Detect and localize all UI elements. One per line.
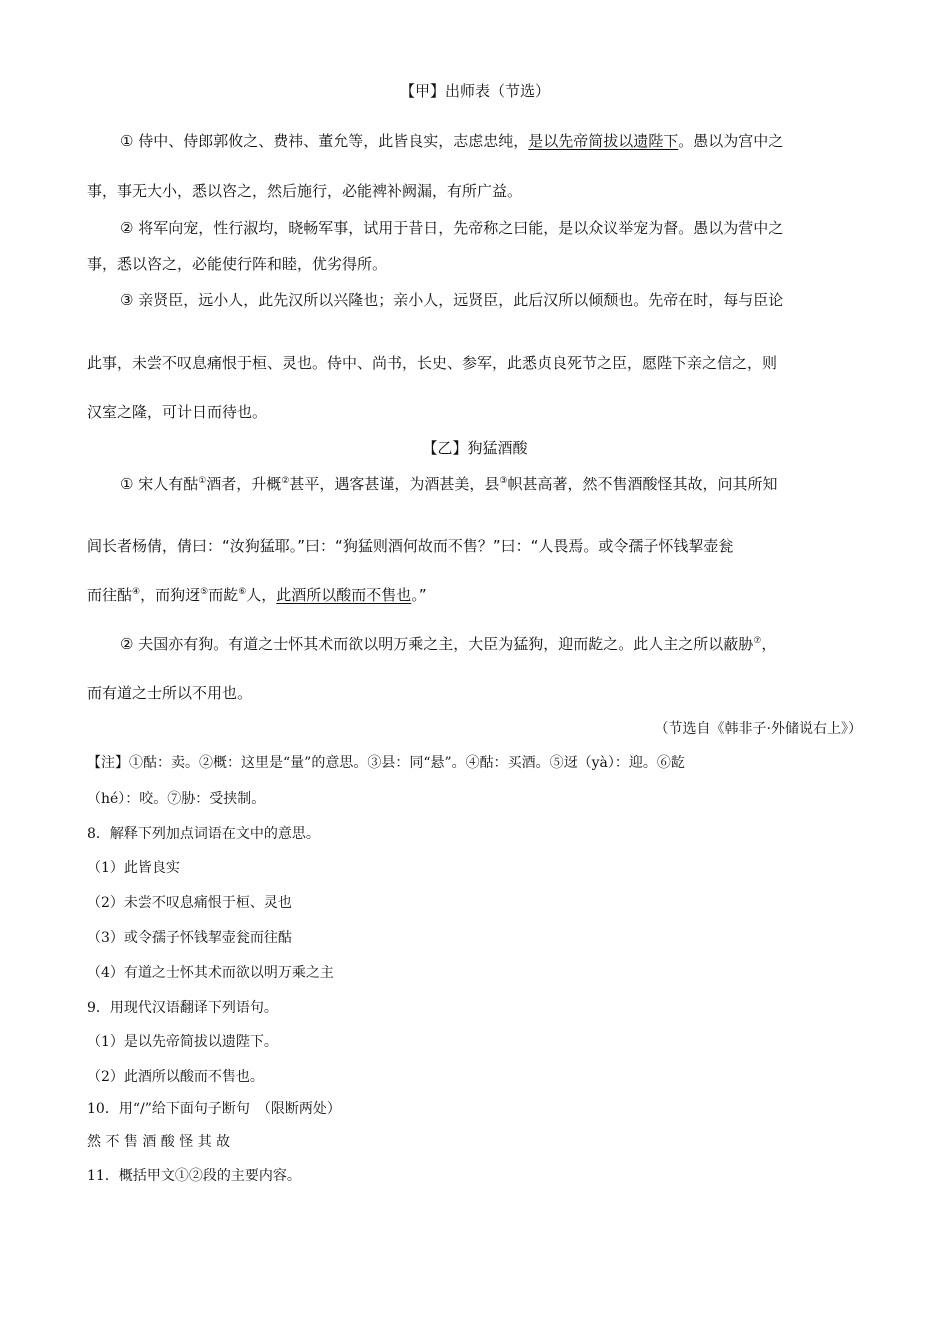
question-8-1: （1）此皆良实 (87, 860, 180, 876)
yi-p1-line3: 而往酤④，而狗迓⑤而龁⑥人，此酒所以酸而不售也。” (87, 586, 427, 604)
yi-p2-line1: ② 夫国亦有狗。有道之士怀其术而欲以明万乘之主，大臣为猛狗，迎而龁之。此人主之所以蔽胁⑦， (120, 635, 777, 653)
yi-p1-line1: ① 宋人有酤①酒者，升概②甚平，遇客甚谨，为酒甚美，县③帜甚高著，然不售酒酸怪其故，问其所知 (120, 475, 778, 493)
question-9-1: （1）是以先帝简拔以遗陛下。 (87, 1034, 278, 1050)
notes-line2: （hé）：咬。⑦胁：受挟制。 (87, 791, 266, 807)
question-8: 8．解释下列加点词语在文中的意思。 (87, 826, 320, 842)
notes-line1: 【注】①酤：卖。②概：这里是“量”的意思。③县：同“悬”。④酤：买酒。⑤迓（yà）：迎。⑥龁 (87, 755, 685, 771)
underlined-sentence-1: 是以先帝简拔以遗陛下 (528, 132, 679, 150)
question-11: 11．概括甲文①②段的主要内容。 (87, 1168, 301, 1184)
jia-p2-line1: ② 将军向宠，性行淑均，晓畅军事，试用于昔日，先帝称之曰能，是以众议举宠为督。愚以为营中之 (120, 219, 784, 237)
question-8-3: （3）或令孺子怀钱挈壶瓮而往酤 (87, 930, 292, 946)
jia-title: 【甲】出师表（节选） (399, 82, 550, 100)
jia-p3-line3: 汉室之隆，可计日而待也。 (87, 403, 268, 421)
source-citation: （节选自《韩非子·外储说右上》） (654, 721, 862, 737)
question-9: 9．用现代汉语翻译下列语句。 (87, 1000, 278, 1016)
jia-p1-line2: 事，事无大小，悉以咨之，然后施行，必能裨补阙漏，有所广益。 (87, 182, 523, 200)
yi-p1-line2: 闾长者杨倩，倩曰：“汝狗猛耶。”曰：“狗猛则酒何故而不售？”曰：“人畏焉。或令孺子怀钱挈壶瓮 (87, 537, 734, 555)
question-10: 10．用“/”给下面句子断句 （限断两处） (87, 1101, 341, 1117)
question-10-text: 然 不 售 酒 酸 怪 其 故 (87, 1134, 231, 1150)
jia-p2-line2: 事，悉以咨之，必能使行阵和睦，优劣得所。 (87, 255, 388, 273)
question-8-4: （4）有道之士怀其术而欲以明万乘之主 (87, 965, 334, 981)
jia-p3-line2: 此事，未尝不叹息痛恨于桓、灵也。侍中、尚书，长史、参军，此悉贞良死节之臣，愿陛下亲之信之，则 (87, 354, 778, 372)
yi-title: 【乙】狗猛酒酸 (422, 439, 528, 457)
underlined-sentence-2: 此酒所以酸而不售也 (276, 586, 412, 604)
yi-p2-line2: 而有道之士所以不用也。 (87, 684, 253, 702)
jia-p3-line1: ③ 亲贤臣，远小人，此先汉所以兴隆也；亲小人，远贤臣，此后汉所以倾颓也。先帝在时，每与臣论 (120, 291, 784, 309)
question-9-2: （2）此酒所以酸而不售也。 (87, 1069, 264, 1085)
question-8-2: （2）未尝不叹息痛恨于桓、灵也 (87, 895, 292, 911)
jia-p1-line1: ① 侍中、侍郎郭攸之、费祎、董允等，此皆良实，志虑忠纯，是以先帝简拔以遗陛下。愚以为宫中之 (120, 132, 784, 150)
